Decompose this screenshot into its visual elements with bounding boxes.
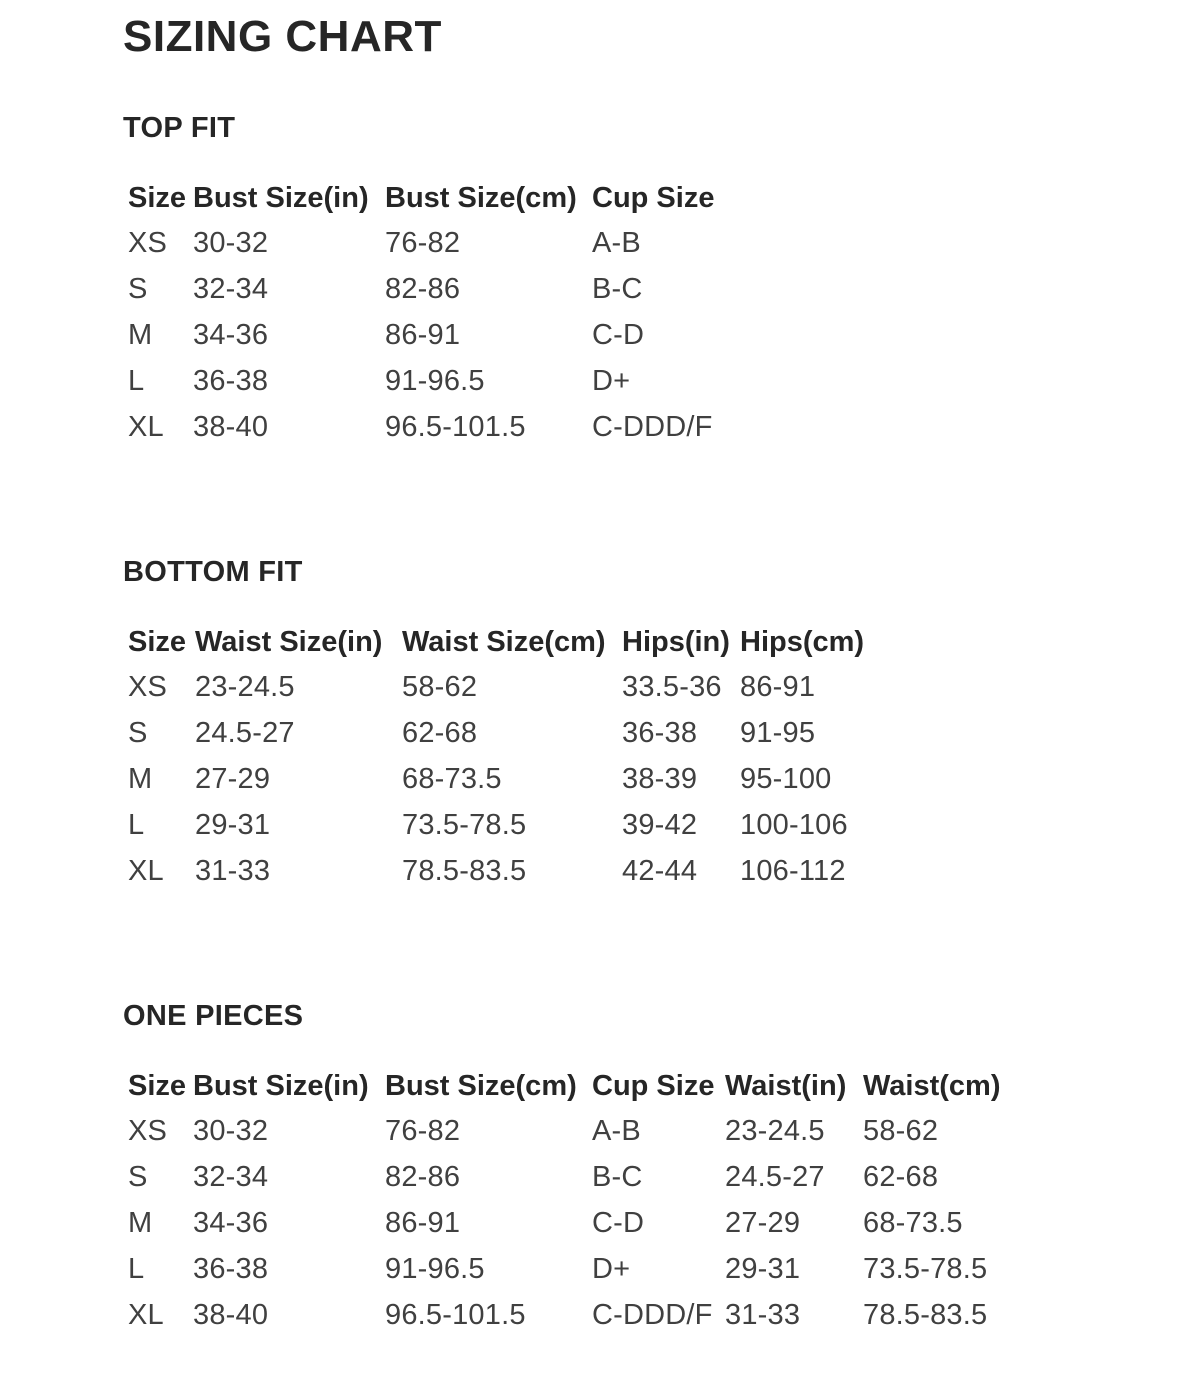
measurement-cell: 91-95	[740, 717, 816, 750]
column-header: Cup Size	[592, 182, 715, 215]
measurement-cell: 68-73.5	[402, 763, 502, 796]
column-header: Hips(cm)	[740, 626, 865, 659]
measurement-cell: A-B	[592, 1115, 641, 1148]
measurement-cell: 24.5-27	[195, 717, 295, 750]
one-pieces-heading: ONE PIECES	[123, 999, 304, 1032]
measurement-cell: 23-24.5	[195, 671, 295, 704]
column-header: Waist(cm)	[863, 1070, 1001, 1103]
table-row	[128, 665, 885, 711]
measurement-cell: 73.5-78.5	[863, 1253, 988, 1286]
measurement-cell: 82-86	[385, 273, 461, 306]
size-label-cell: XL	[128, 855, 164, 888]
column-header: Bust Size(cm)	[385, 182, 577, 215]
measurement-cell: 30-32	[193, 227, 269, 260]
size-label-cell: L	[128, 365, 145, 398]
measurement-cell: 36-38	[193, 365, 269, 398]
size-label-cell: XS	[128, 1115, 168, 1148]
table-row	[128, 1247, 1013, 1293]
measurement-cell: 27-29	[725, 1207, 801, 1240]
measurement-cell: 58-62	[863, 1115, 939, 1148]
size-label-cell: L	[128, 1253, 145, 1286]
size-label-cell: M	[128, 763, 153, 796]
column-header: Waist(in)	[725, 1070, 847, 1103]
section-one-pieces	[123, 999, 1138, 1339]
measurement-cell: 38-40	[193, 411, 269, 444]
column-header: Size	[128, 182, 187, 215]
measurement-cell: D+	[592, 365, 631, 398]
header-row	[128, 177, 732, 221]
size-label-cell: S	[128, 1161, 148, 1194]
measurement-cell: A-B	[592, 227, 641, 260]
table-row	[128, 221, 732, 267]
measurement-cell: B-C	[592, 1161, 643, 1194]
measurement-cell: 31-33	[195, 855, 271, 888]
measurement-cell: 32-34	[193, 1161, 269, 1194]
table-row	[128, 405, 732, 451]
measurement-cell: 86-91	[740, 671, 816, 704]
measurement-cell: 96.5-101.5	[385, 411, 526, 444]
measurement-cell: 78.5-83.5	[402, 855, 527, 888]
measurement-cell: 62-68	[863, 1161, 939, 1194]
size-label-cell: XS	[128, 227, 168, 260]
measurement-cell: 86-91	[385, 319, 461, 352]
size-label-cell: S	[128, 273, 148, 306]
measurement-cell: 100-106	[740, 809, 848, 842]
measurement-cell: 82-86	[385, 1161, 461, 1194]
column-header: Bust Size(cm)	[385, 1070, 577, 1103]
column-header: Size	[128, 1070, 187, 1103]
column-header: Waist Size(cm)	[402, 626, 606, 659]
size-label-cell: M	[128, 1207, 153, 1240]
size-label-cell: S	[128, 717, 148, 750]
table-row	[128, 849, 885, 895]
table-row	[128, 757, 885, 803]
measurement-cell: C-DDD/F	[592, 1299, 713, 1332]
section-top-fit	[123, 111, 1138, 451]
table-row	[128, 1109, 1013, 1155]
top-fit-table	[128, 177, 732, 451]
table-row	[128, 313, 732, 359]
column-header: Cup Size	[592, 1070, 715, 1103]
measurement-cell: 58-62	[402, 671, 478, 704]
measurement-cell: 76-82	[385, 227, 461, 260]
table-row	[128, 711, 885, 757]
measurement-cell: 86-91	[385, 1207, 461, 1240]
measurement-cell: 24.5-27	[725, 1161, 825, 1194]
top-fit-heading: TOP FIT	[123, 111, 236, 144]
size-label-cell: M	[128, 319, 153, 352]
table-row	[128, 267, 732, 313]
measurement-cell: 31-33	[725, 1299, 801, 1332]
measurement-cell: 38-40	[193, 1299, 269, 1332]
measurement-cell: 62-68	[402, 717, 478, 750]
measurement-cell: 29-31	[725, 1253, 801, 1286]
measurement-cell: 91-96.5	[385, 365, 485, 398]
measurement-cell: 78.5-83.5	[863, 1299, 988, 1332]
measurement-cell: C-D	[592, 319, 645, 352]
measurement-cell: 96.5-101.5	[385, 1299, 526, 1332]
measurement-cell: 106-112	[740, 855, 846, 888]
measurement-cell: 30-32	[193, 1115, 269, 1148]
measurement-cell: 42-44	[622, 855, 698, 888]
bottom-fit-heading: BOTTOM FIT	[123, 555, 303, 588]
column-header: Bust Size(in)	[193, 182, 369, 215]
column-header: Waist Size(in)	[195, 626, 383, 659]
measurement-cell: 23-24.5	[725, 1115, 825, 1148]
column-header: Hips(in)	[622, 626, 730, 659]
table-row	[128, 359, 732, 405]
section-bottom-fit	[123, 555, 1138, 895]
column-header: Size	[128, 626, 187, 659]
one-pieces-table	[128, 1065, 1013, 1339]
measurement-cell: D+	[592, 1253, 631, 1286]
table-row	[128, 1293, 1013, 1339]
measurement-cell: 29-31	[195, 809, 271, 842]
measurement-cell: 36-38	[622, 717, 698, 750]
measurement-cell: B-C	[592, 273, 643, 306]
measurement-cell: 36-38	[193, 1253, 269, 1286]
page-title: SIZING CHART	[123, 12, 442, 61]
table-row	[128, 803, 885, 849]
size-label-cell: XS	[128, 671, 168, 704]
bottom-fit-table	[128, 621, 885, 895]
measurement-cell: 38-39	[622, 763, 698, 796]
measurement-cell: 32-34	[193, 273, 269, 306]
size-label-cell: XL	[128, 411, 164, 444]
table-row	[128, 1155, 1013, 1201]
measurement-cell: 95-100	[740, 763, 832, 796]
table-row	[128, 1201, 1013, 1247]
measurement-cell: 76-82	[385, 1115, 461, 1148]
measurement-cell: 91-96.5	[385, 1253, 485, 1286]
measurement-cell: C-DDD/F	[592, 411, 713, 444]
measurement-cell: 34-36	[193, 319, 269, 352]
measurement-cell: 73.5-78.5	[402, 809, 527, 842]
size-label-cell: L	[128, 809, 145, 842]
measurement-cell: 68-73.5	[863, 1207, 963, 1240]
header-row	[128, 1065, 1013, 1109]
column-header: Bust Size(in)	[193, 1070, 369, 1103]
size-label-cell: XL	[128, 1299, 164, 1332]
measurement-cell: 27-29	[195, 763, 271, 796]
measurement-cell: C-D	[592, 1207, 645, 1240]
measurement-cell: 39-42	[622, 809, 698, 842]
measurement-cell: 34-36	[193, 1207, 269, 1240]
measurement-cell: 33.5-36	[622, 671, 722, 704]
header-row	[128, 621, 885, 665]
